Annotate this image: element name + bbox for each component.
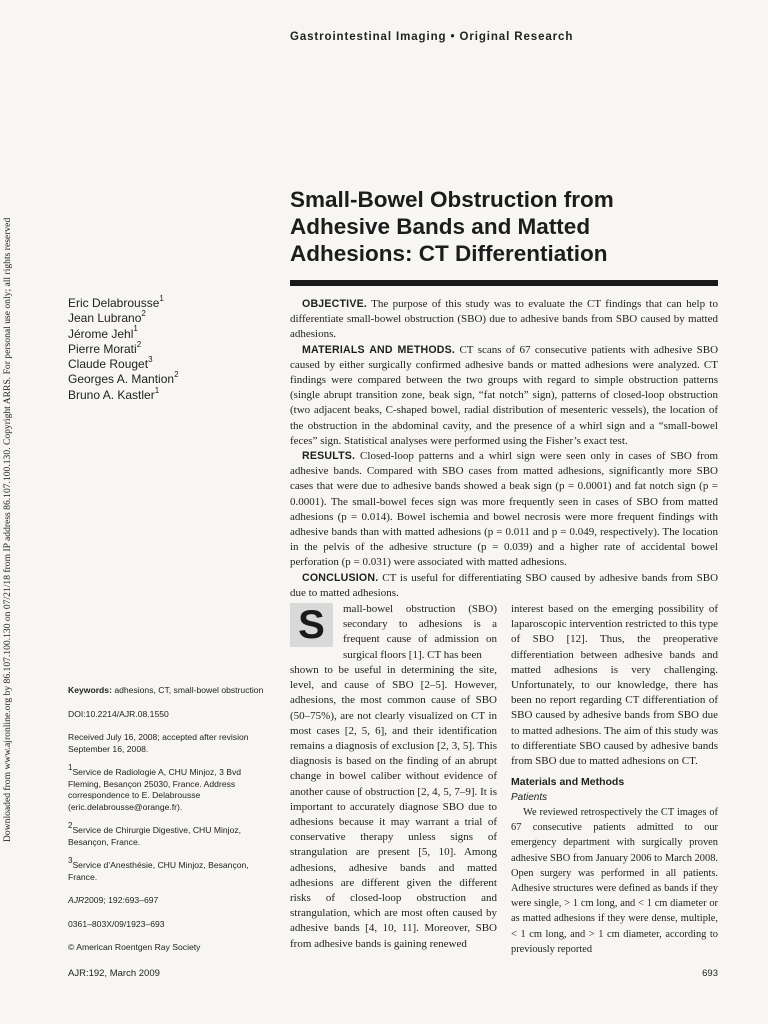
subheading-patients: Patients xyxy=(511,792,548,803)
footer-journal-issue: AJR:192, March 2009 xyxy=(68,968,160,979)
abstract-text: CT scans of 67 consecutive patients with adhesive SBO caused by either surgically confirmed adhesive bands or matted adhesions were analyzed. CT findings were compared between the two groups with regard to simple obstruction patterns (single abrupt transition zone, beak sign, “fat notch” sign), patterns of closed-loop obstruction (two adjacent beaks, C-shaped bowel, radial distribution of mesenteric vessels), the location of the obstruction in the abdominal cavity, and the presence of a whirl sign and a “small-bowel feces” sign. Statistical analyses were performed using the Fisher’s exact test. xyxy=(290,343,719,447)
affiliation-2 xyxy=(68,820,276,848)
page-number: 693 xyxy=(702,968,718,979)
abstract-objective xyxy=(290,297,718,343)
author-list xyxy=(68,293,268,403)
author-affiliation-mark: 2 xyxy=(141,309,146,319)
author-name: Claude Rouget xyxy=(68,357,149,372)
title-rule xyxy=(290,280,718,286)
doi: DOI:10.2214/AJR.08.1550 xyxy=(68,708,169,719)
copyright: © American Roentgen Ray Society xyxy=(68,942,201,952)
abstract-conclusion xyxy=(290,571,718,601)
body-paragraph: mall-bowel obstruction (SBO) secondary to adhesions is a frequent cause of admission on surgical floors [1]. CT has been xyxy=(343,603,497,661)
issn: 0361–803X/09/1923–693 xyxy=(68,918,165,929)
abstract xyxy=(290,297,718,601)
body-column-1 xyxy=(290,663,497,952)
body-paragraph: We reviewed retrospectively the CT images of 67 consecutive patients admitted to our emergency department with surgically proven adhesive SBO from January 2006 to March 2008. Open surgery was performed in all patients. Adhesive structures were defined as bands if they were single, > 1 cm long, and < 1 cm diameter or as matted adhesions if they were dense, multiple, < 1 cm long, and > 1 cm diameter, according to previously reported xyxy=(511,807,718,955)
body-paragraph: shown to be useful in determining the site, level, and cause of SBO [2–5]. However, adhesions, the most common cause of SBO (50–75%), are not clearly visualized on CT in most cases [2, 5, 6], and their identification remains a diagnosis of exclusion [2, 3, 5]. This diagnosis is based on the finding of an abrupt change in bowel caliber without evidence of another cause of obstruction [2, 4, 5, 7–9]. It is important to accurately diagnose SBO due to adhesions because it may warrant a trial of conservative therapy unless signs of strangulation are present [5, 10]. Among adhesions, adhesive bands and matted adhesions are different given the different risks of closed-loop obstruction and strangulation, which are most often caused by adhesive bands [4, 10, 11]. Moreover, SBO from adhesive bands is gaining renewed xyxy=(290,664,497,950)
author-affiliation-mark: 2 xyxy=(136,339,142,349)
keywords-label: Keywords: xyxy=(68,685,112,695)
body-column-2 xyxy=(511,602,718,769)
drop-cap-letter: S xyxy=(298,603,325,647)
journal-abbrev: AJR xyxy=(68,895,85,905)
affiliation-text: Service de Radiologie A, CHU Minjoz, 3 Bvd Fleming, Besançon 25030, France. Address correspondence to E. Delabrousse (eric.delabrousse@orange.fr). xyxy=(68,767,242,812)
title-line: Adhesions: CT Differentiation xyxy=(290,241,608,266)
abstract-heading: OBJECTIVE. xyxy=(302,298,367,310)
author-name: Jean Lubrano xyxy=(68,311,142,326)
keywords xyxy=(68,685,276,697)
article-info-sidebar xyxy=(68,685,276,966)
affiliation-1 xyxy=(68,762,276,813)
author xyxy=(68,324,268,342)
citation-details: 2009; 192:693–697 xyxy=(84,895,159,905)
received-dates: Received July 16, 2008; accepted after revision September 16, 2008. xyxy=(68,732,249,754)
drop-cap xyxy=(290,603,333,647)
author xyxy=(68,385,268,403)
title-line: Small-Bowel Obstruction from xyxy=(290,187,614,212)
abstract-heading: RESULTS. xyxy=(302,450,356,463)
affiliation-mark: 1 xyxy=(68,762,73,772)
title-line: Adhesive Bands and Matted xyxy=(290,214,591,239)
abstract-results xyxy=(290,449,718,571)
author-affiliation-mark: 2 xyxy=(174,370,179,380)
body-column-1-intro xyxy=(343,602,497,663)
keywords-list: adhesions, CT, small-bowel obstruction xyxy=(114,685,264,695)
affiliation-text: Service de Chirurgie Digestive, CHU Minjoz, Besançon, France. xyxy=(68,825,242,847)
abstract-heading: MATERIALS AND METHODS. xyxy=(302,343,456,356)
author-name: Eric Delabrousse xyxy=(68,296,160,310)
author xyxy=(68,372,268,387)
body-paragraph: interest based on the emerging possibility of laparoscopic intervention restricted to this type of SBO [12]. Thus, the preoperative differentiation between adhesive bands and matted adhesions is very challenging. Unfortunately, to our knowledge, there has been no report regarding CT differentiation of SBO caused by adhesive bands from SBO due to matted adhesions. The aim of this study was to differentiate SBO caused by adhesive bands from SBO due to matted adhesions on CT. xyxy=(511,603,718,768)
author-affiliation-mark: 1 xyxy=(159,293,164,303)
author xyxy=(68,293,268,311)
abstract-text: Closed-loop patterns and a whirl sign were seen only in cases of SBO from adhesive bands. Compared with SBO cases from matted adhesions, significantly more SBO cases that were due to adhesive bands showed a beak sign (p = 0.0001) and fat notch sign (p = 0.0001). The small-bowel feces sign was more frequently seen in cases of SBO from matted adhesions (p = 0.014). Bowel ischemia and bowel necrosis were more frequent findings with adhesive bands than with matted adhesions (p = 0.011 and p = 0.049, respectively). The location in the pelvis of the adhesive structure (p = 0.039) and a higher rate of accidental bowel perforation (p = 0.031) were associated with matted adhesions. xyxy=(290,450,718,569)
affiliation-mark: 3 xyxy=(68,855,73,865)
abstract-text: CT is useful for differentiating SBO caused by adhesive bands from SBO due to matted adhesions. xyxy=(290,571,719,599)
abstract-methods xyxy=(290,343,718,449)
author-affiliation-mark: 1 xyxy=(133,324,138,334)
affiliation-mark: 2 xyxy=(68,820,73,830)
abstract-heading: CONCLUSION. xyxy=(302,571,379,584)
citation xyxy=(68,895,276,907)
affiliation-text: Service d’Anesthésie, CHU Minjoz, Besançon, France. xyxy=(68,860,249,882)
author-name: Jérome Jehl xyxy=(68,326,134,341)
article-title xyxy=(290,186,710,267)
author xyxy=(68,339,268,357)
author-name: Pierre Morati xyxy=(68,341,137,356)
author xyxy=(68,311,268,326)
author xyxy=(68,357,268,372)
author-name: Bruno A. Kastler xyxy=(68,387,155,402)
download-notice xyxy=(0,0,14,1024)
body-column-2-methods xyxy=(511,805,718,957)
affiliation-3 xyxy=(68,855,276,883)
author-affiliation-mark: 3 xyxy=(148,355,153,364)
author-affiliation-mark: 1 xyxy=(154,385,160,395)
author-name: Georges A. Mantion xyxy=(68,372,175,387)
section-heading-methods: Materials and Methods xyxy=(511,776,625,788)
abstract-text: The purpose of this study was to evaluate the CT findings that can help to differentiate small-bowel obstruction (SBO) due to adhesive bands from SBO caused by matted adhesions. xyxy=(290,298,718,341)
section-header: Gastrointestinal Imaging • Original Research xyxy=(290,31,574,43)
download-notice-text: Downloaded from www.ajronline.org by 86.107.100.130 on 07/21/18 from IP address 86.107.100.130. Copyright ARRS. For personal use only; all rights reserved xyxy=(2,217,13,842)
